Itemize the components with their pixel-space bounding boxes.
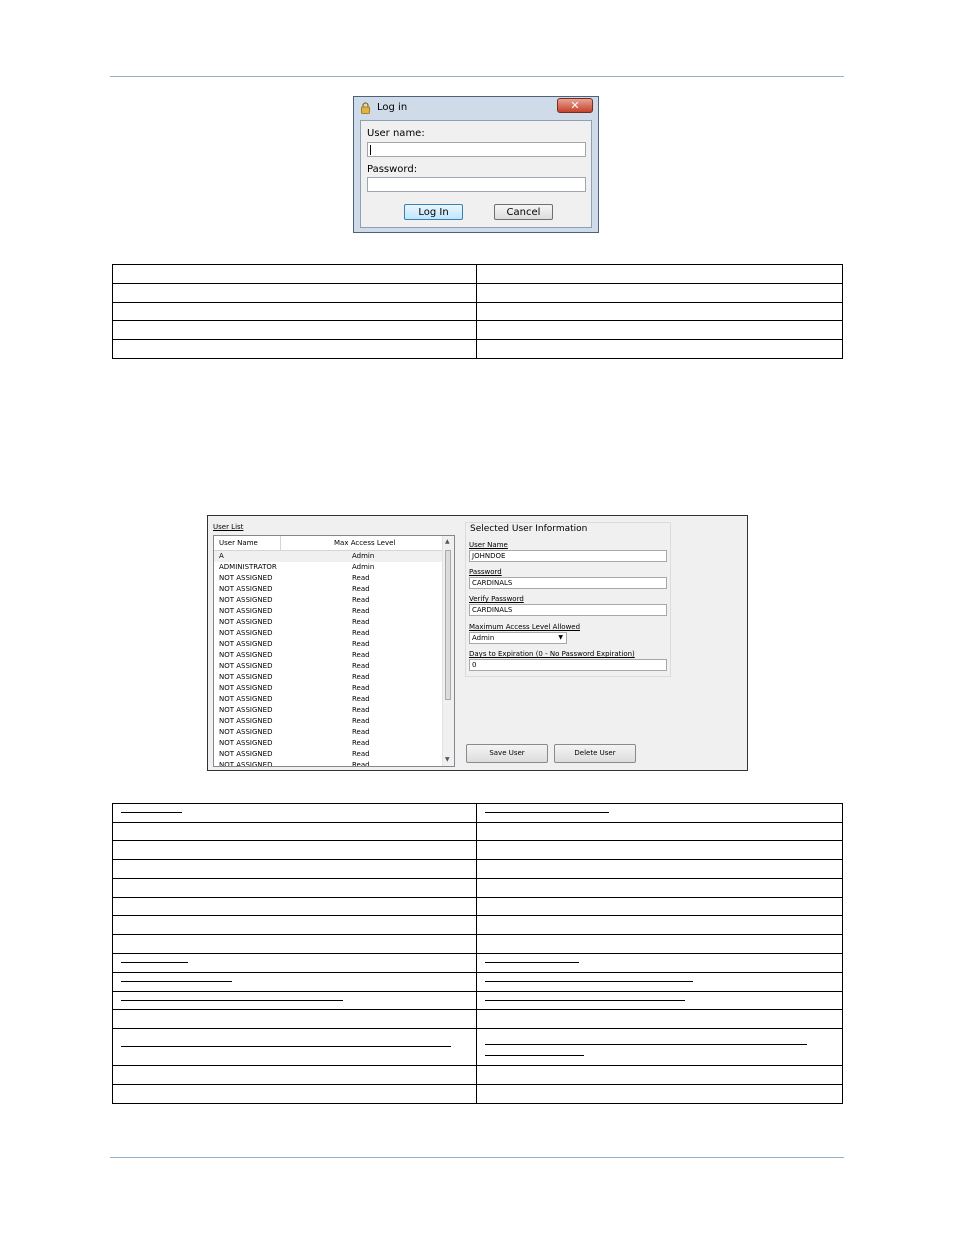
days-to-expiration-field[interactable]: 0 (469, 659, 667, 671)
table-cell (113, 303, 477, 321)
table-row (113, 992, 843, 1010)
table-cell (477, 935, 843, 954)
table-cell (113, 321, 477, 340)
list-item[interactable] (214, 650, 444, 661)
access-level-cell: Read (352, 640, 370, 648)
user-name-cell: A (219, 552, 224, 560)
table-row (113, 916, 843, 935)
access-level-cell: Admin (352, 552, 375, 560)
user-name-cell: NOT ASSIGNED (219, 761, 273, 767)
list-item[interactable] (214, 628, 444, 639)
user-name-cell: NOT ASSIGNED (219, 706, 273, 714)
list-item[interactable] (214, 551, 444, 562)
column-header-max-access-level[interactable]: Max Access Level (334, 539, 396, 547)
user-name-cell: ADMINISTRATOR (219, 563, 277, 571)
password-label: Password (469, 568, 502, 576)
table-cell (113, 841, 477, 860)
table-cell (477, 1010, 843, 1029)
user-name-cell: NOT ASSIGNED (219, 728, 273, 736)
user-name-cell: NOT ASSIGNED (219, 739, 273, 747)
table-cell (477, 1085, 843, 1104)
user-name-cell: NOT ASSIGNED (219, 750, 273, 758)
close-button[interactable] (557, 98, 593, 113)
table-cell (113, 860, 477, 879)
access-level-cell: Read (352, 728, 370, 736)
underline-mark (485, 812, 609, 813)
access-level-cell: Read (352, 761, 370, 767)
underline-mark (121, 1000, 343, 1001)
underline-mark (485, 1000, 685, 1001)
table-cell (113, 340, 477, 359)
table-row (113, 804, 843, 823)
underline-mark (485, 1055, 584, 1056)
access-level-cell: Read (352, 739, 370, 747)
underline-mark (485, 962, 579, 963)
underline-mark (485, 981, 693, 982)
user-name-cell: NOT ASSIGNED (219, 662, 273, 670)
footer-rule (110, 1157, 844, 1158)
table-cell (113, 284, 477, 303)
user-list-label: User List (213, 523, 244, 531)
access-level-cell: Read (352, 706, 370, 714)
list-item[interactable] (214, 595, 444, 606)
table-cell (113, 265, 477, 284)
list-item[interactable] (214, 738, 444, 749)
table-cell (477, 340, 843, 359)
table-cell (477, 860, 843, 879)
table-cell (113, 973, 477, 992)
table-row (113, 860, 843, 879)
table-row (113, 898, 843, 916)
table-2 (112, 803, 843, 1104)
lock-icon (361, 102, 370, 114)
user-name-field[interactable]: JOHNDOE (469, 550, 667, 562)
max-access-value: Admin (472, 634, 495, 642)
dialog-title-bar[interactable] (354, 97, 598, 119)
underline-mark (121, 962, 188, 963)
table-cell (477, 1029, 843, 1066)
table-row (113, 340, 843, 359)
user-name-cell: NOT ASSIGNED (219, 618, 273, 626)
user-name-cell: NOT ASSIGNED (219, 574, 273, 582)
table-cell (113, 1029, 477, 1066)
list-item[interactable] (214, 617, 444, 628)
table-row (113, 1085, 843, 1104)
user-name-cell: NOT ASSIGNED (219, 684, 273, 692)
underline-mark (121, 1046, 451, 1047)
access-level-cell: Read (352, 673, 370, 681)
user-name-cell: NOT ASSIGNED (219, 596, 273, 604)
table-cell (113, 1010, 477, 1029)
list-item[interactable] (214, 672, 444, 683)
access-level-cell: Read (352, 717, 370, 725)
underline-mark (121, 812, 182, 813)
login-button[interactable]: Log In (404, 204, 463, 220)
table-cell (477, 992, 843, 1010)
list-item[interactable] (214, 716, 444, 727)
scroll-up-icon[interactable]: ▲ (445, 538, 450, 545)
list-item[interactable] (214, 639, 444, 650)
list-item[interactable] (214, 584, 444, 595)
close-icon: ✕ (570, 99, 580, 112)
list-item[interactable] (214, 694, 444, 705)
username-input[interactable] (367, 142, 586, 157)
access-level-cell: Read (352, 750, 370, 758)
table-cell (477, 898, 843, 916)
user-name-cell: NOT ASSIGNED (219, 717, 273, 725)
access-level-cell: Read (352, 585, 370, 593)
days-to-expiration-label: Days to Expiration (0 - No Password Expiration) (469, 650, 635, 658)
scroll-down-icon[interactable]: ▼ (445, 756, 450, 763)
table-row (113, 973, 843, 992)
table-cell (113, 898, 477, 916)
verify-password-label: Verify Password (469, 595, 524, 603)
list-item[interactable] (214, 683, 444, 694)
list-item[interactable] (214, 705, 444, 716)
access-level-cell: Admin (352, 563, 375, 571)
table-cell (113, 1066, 477, 1085)
table-cell (477, 954, 843, 973)
table-cell (113, 879, 477, 898)
dialog-body (360, 120, 592, 228)
access-level-cell: Read (352, 607, 370, 615)
table-row (113, 935, 843, 954)
access-level-cell: Read (352, 684, 370, 692)
list-item[interactable] (214, 749, 444, 760)
access-level-cell: Read (352, 596, 370, 604)
access-level-cell: Read (352, 618, 370, 626)
table-cell (477, 879, 843, 898)
verify-password-field[interactable]: CARDINALS (469, 604, 667, 616)
password-field[interactable]: CARDINALS (469, 577, 667, 589)
table-cell (113, 954, 477, 973)
table-row (113, 879, 843, 898)
table-cell (477, 321, 843, 340)
password-label: Password: (367, 164, 418, 175)
table-cell (477, 823, 843, 841)
user-list[interactable] (213, 535, 455, 767)
list-scrollbar[interactable] (442, 536, 454, 766)
chevron-down-icon[interactable]: ▼ (558, 634, 563, 641)
save-user-button[interactable]: Save User (466, 744, 548, 763)
table-cell (113, 992, 477, 1010)
user-name-label: User Name (469, 541, 508, 549)
max-access-select[interactable] (469, 632, 567, 644)
list-item[interactable] (214, 760, 444, 767)
table-cell (477, 804, 843, 823)
table-1 (112, 264, 843, 359)
header-rule (110, 76, 844, 77)
column-header-user-name[interactable]: User Name (219, 539, 258, 547)
table-cell (113, 1085, 477, 1104)
text-caret (370, 145, 371, 155)
list-item[interactable] (214, 562, 444, 573)
table-row (113, 321, 843, 340)
table-cell (113, 916, 477, 935)
user-name-cell: NOT ASSIGNED (219, 585, 273, 593)
cancel-button[interactable]: Cancel (494, 204, 553, 220)
list-item[interactable] (214, 727, 444, 738)
user-name-cell: NOT ASSIGNED (219, 695, 273, 703)
user-name-cell: NOT ASSIGNED (219, 673, 273, 681)
table-cell (477, 916, 843, 935)
table-cell (477, 303, 843, 321)
underline-mark (121, 981, 232, 982)
access-level-cell: Read (352, 651, 370, 659)
access-level-cell: Read (352, 629, 370, 637)
username-label: User name: (367, 128, 425, 139)
table-row (113, 823, 843, 841)
table-cell (477, 841, 843, 860)
table-cell (113, 804, 477, 823)
table-cell (477, 265, 843, 284)
list-item[interactable] (214, 661, 444, 672)
access-level-cell: Read (352, 662, 370, 670)
table-cell (113, 823, 477, 841)
table-row (113, 1066, 843, 1085)
table-cell (477, 284, 843, 303)
list-header (214, 536, 444, 551)
login-dialog (353, 96, 599, 233)
user-manager-panel (207, 515, 748, 771)
table-row (113, 265, 843, 284)
delete-user-button[interactable]: Delete User (554, 744, 636, 763)
table-cell (113, 935, 477, 954)
selected-user-title: Selected User Information (470, 524, 588, 534)
dialog-title: Log in (377, 102, 408, 113)
max-access-label: Maximum Access Level Allowed (469, 623, 581, 631)
access-level-cell: Read (352, 574, 370, 582)
table-row (113, 303, 843, 321)
table-row (113, 954, 843, 973)
column-separator[interactable] (280, 536, 281, 550)
user-name-cell: NOT ASSIGNED (219, 640, 273, 648)
user-name-cell: NOT ASSIGNED (219, 651, 273, 659)
table-row (113, 1029, 843, 1066)
list-item[interactable] (214, 573, 444, 584)
selected-user-info (465, 522, 671, 677)
table-cell (477, 1066, 843, 1085)
scroll-thumb[interactable] (445, 550, 451, 700)
user-name-cell: NOT ASSIGNED (219, 607, 273, 615)
table-row (113, 841, 843, 860)
password-input[interactable] (367, 177, 586, 192)
table-cell (477, 973, 843, 992)
access-level-cell: Read (352, 695, 370, 703)
table-row (113, 1010, 843, 1029)
list-item[interactable] (214, 606, 444, 617)
user-name-cell: NOT ASSIGNED (219, 629, 273, 637)
table-row (113, 284, 843, 303)
